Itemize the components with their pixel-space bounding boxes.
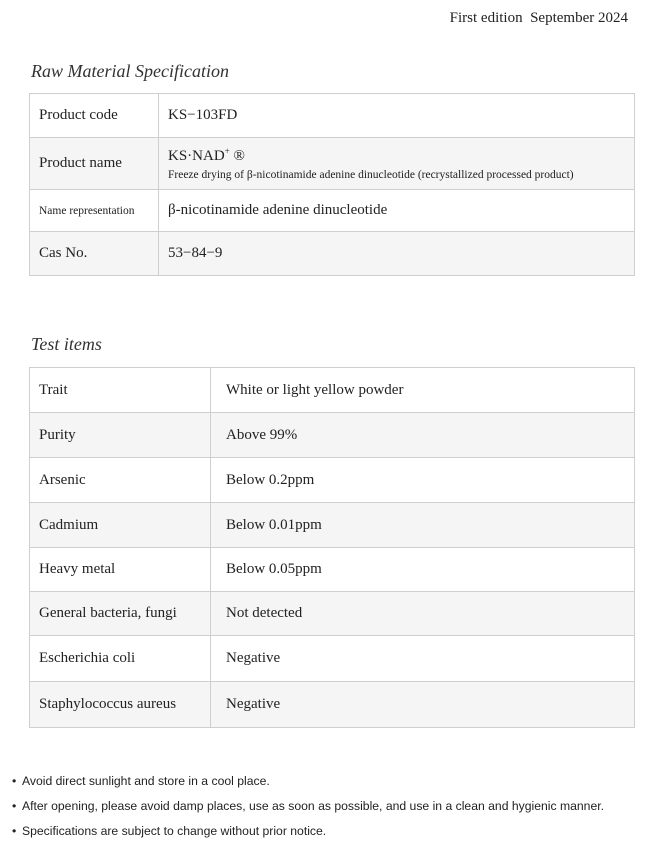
- table-row: [30, 413, 635, 458]
- row-label: Cas No.: [30, 232, 159, 276]
- product-brand: [168, 146, 625, 165]
- table-row: [30, 548, 635, 592]
- row-label: Product name: [30, 138, 159, 190]
- row-label: Staphylococcus aureus: [30, 682, 211, 728]
- product-description: Freeze drying of β-nicotinamide adenine dinucleotide (recrystallized processed product): [168, 169, 574, 181]
- row-value: Not detected: [211, 592, 635, 636]
- brand-name: KS·NAD: [168, 148, 225, 164]
- brand-superscript: +: [224, 146, 230, 156]
- row-value: Below 0.05ppm: [211, 548, 635, 592]
- table-row: [30, 138, 635, 190]
- note-text: After opening, please avoid damp places, use as soon as possible, and use in a clean and hygienic manner.: [22, 799, 604, 813]
- raw-material-title: Raw Material Specification: [31, 61, 229, 81]
- row-value: Negative: [211, 682, 635, 728]
- list-item: [12, 822, 604, 847]
- list-item: [12, 797, 604, 822]
- table-row: [30, 232, 635, 276]
- row-value: Below 0.01ppm: [211, 503, 635, 548]
- registered-mark: ®: [229, 148, 245, 164]
- row-label: Heavy metal: [30, 548, 211, 592]
- row-label: Escherichia coli: [30, 636, 211, 682]
- row-label: Arsenic: [30, 458, 211, 503]
- bullet-icon: •: [12, 774, 17, 788]
- row-label: Purity: [30, 413, 211, 458]
- test-items-table: [29, 367, 635, 728]
- note-text: Avoid direct sunlight and store in a cool place.: [22, 774, 270, 788]
- table-row: [30, 368, 635, 413]
- product-name-cell: [159, 138, 635, 190]
- edition-date: First edition September 2024: [449, 10, 628, 26]
- table-row: [30, 503, 635, 548]
- row-value: Negative: [211, 636, 635, 682]
- table-row: [30, 94, 635, 138]
- row-value: Above 99%: [211, 413, 635, 458]
- note-text: Specifications are subject to change without prior notice.: [22, 824, 327, 838]
- list-item: [12, 772, 604, 797]
- row-value: White or light yellow powder: [211, 368, 635, 413]
- bullet-icon: •: [12, 824, 17, 838]
- table-row: [30, 458, 635, 503]
- row-label: General bacteria, fungi: [30, 592, 211, 636]
- test-items-title: Test items: [31, 334, 102, 354]
- table-row: [30, 592, 635, 636]
- bullet-icon: •: [12, 799, 17, 813]
- cas-no-value: 53−84−9: [159, 232, 635, 276]
- raw-material-table: [29, 93, 635, 276]
- table-row: [30, 190, 635, 232]
- notes-list: [12, 772, 604, 847]
- row-label: Name representation: [30, 190, 159, 232]
- row-value: Below 0.2ppm: [211, 458, 635, 503]
- product-code-value: KS−103FD: [159, 94, 635, 138]
- row-label: Trait: [30, 368, 211, 413]
- row-label: Cadmium: [30, 503, 211, 548]
- row-label: Product code: [30, 94, 159, 138]
- table-row: [30, 682, 635, 728]
- name-representation-value: β-nicotinamide adenine dinucleotide: [159, 190, 635, 232]
- table-row: [30, 636, 635, 682]
